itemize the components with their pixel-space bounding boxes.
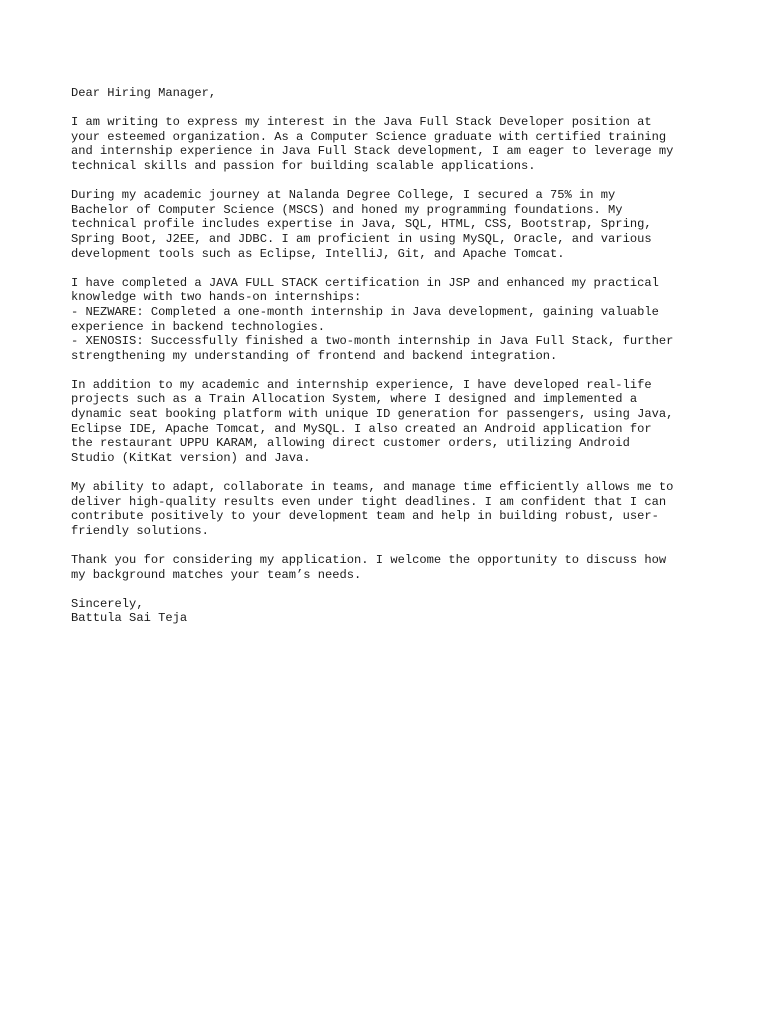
paragraph-line: Bachelor of Computer Science (MSCS) and honed my programming foundations. My: [71, 202, 623, 217]
paragraph-line: experience in backend technologies.: [71, 319, 326, 334]
paragraph-line: dynamic seat booking platform with unique ID generation for passengers, using Java,: [71, 407, 674, 422]
paragraph-line: development tools such as Eclipse, IntelliJ, Git, and Apache Tomcat.: [71, 246, 565, 261]
paragraph-line: Thank you for considering my application. I welcome the opportunity to discuss how: [71, 553, 667, 567]
paragraph-line: my background matches your team’s needs.: [71, 567, 362, 582]
body-paragraph: [71, 115, 711, 173]
paragraph-line: My ability to adapt, collaborate in teams, and manage time efficiently allows me to: [71, 480, 674, 495]
paragraph-line: - NEZWARE: Completed a one-month internship in Java development, gaining valuable: [71, 304, 659, 319]
closing: Sincerely,: [71, 596, 144, 611]
paragraph-line: contribute positively to your development team and help in building robust, user-: [71, 509, 659, 524]
paragraph-gap: [71, 101, 711, 116]
paragraph-line: the restaurant UPPU KARAM, allowing direct customer orders, utilizing Android: [71, 436, 630, 451]
paragraph-gap: [71, 363, 711, 378]
body-paragraph: [71, 480, 711, 538]
paragraph-gap: [71, 582, 711, 597]
body-paragraph: [71, 276, 711, 364]
paragraph-gap: [71, 538, 711, 553]
paragraph-line: Spring Boot, J2EE, and JDBC. I am proficient in using MySQL, Oracle, and various: [71, 231, 652, 246]
paragraph-line: technical skills and passion for building scalable applications.: [71, 158, 536, 173]
paragraph-line: projects such as a Train Allocation System, where I designed and implemented a: [71, 392, 638, 407]
paragraph-line: In addition to my academic and internship experience, I have developed real-life: [71, 377, 652, 392]
signature-name: Battula Sai Teja: [71, 611, 188, 626]
body-paragraph: [71, 188, 711, 261]
body-paragraph: [71, 553, 711, 582]
paragraph-line: - XENOSIS: Successfully finished a two-month internship in Java Full Stack, further: [71, 334, 674, 349]
body-paragraph: [71, 378, 711, 466]
paragraph-line: your esteemed organization. As a Computer Science graduate with certified training: [71, 129, 667, 144]
letter-body: [71, 115, 711, 597]
paragraph-line: I am writing to express my interest in the Java Full Stack Developer position at: [71, 115, 652, 130]
paragraph-line: Eclipse IDE, Apache Tomcat, and MySQL. I also created an Android application for: [71, 421, 652, 436]
paragraph-line: deliver high-quality results even under tight deadlines. I am confident that I can: [71, 494, 667, 509]
paragraph-gap: [71, 174, 711, 189]
salutation: Dear Hiring Manager,: [71, 86, 217, 100]
paragraph-line: strengthening my understanding of frontend and backend integration.: [71, 348, 558, 363]
paragraph-line: Studio (KitKat version) and Java.: [71, 450, 311, 465]
paragraph-line: friendly solutions.: [71, 523, 209, 538]
cover-letter: [71, 86, 711, 626]
paragraph-line: knowledge with two hands-on internships:: [71, 290, 362, 305]
paragraph-line: technical profile includes expertise in Java, SQL, HTML, CSS, Bootstrap, Spring,: [71, 217, 652, 232]
paragraph-gap: [71, 465, 711, 480]
paragraph-line: and internship experience in Java Full Stack development, I am eager to leverage my: [71, 144, 674, 159]
paragraph-line: I have completed a JAVA FULL STACK certification in JSP and enhanced my practical: [71, 275, 659, 290]
paragraph-line: During my academic journey at Nalanda Degree College, I secured a 75% in my: [71, 188, 616, 203]
paragraph-gap: [71, 261, 711, 276]
